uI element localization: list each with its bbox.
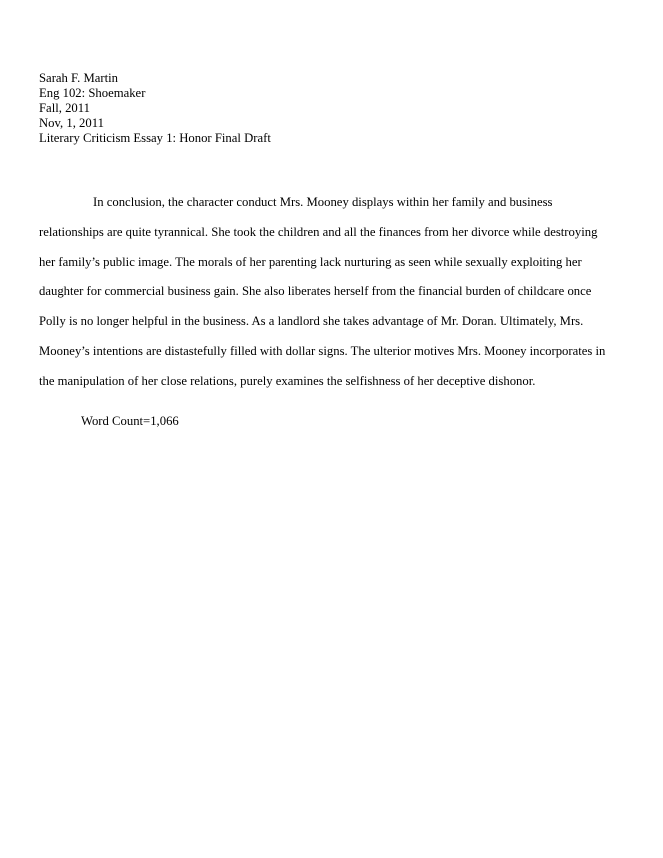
paragraph-line: Polly is no longer helpful in the business. As a landlord she takes advantage of Mr. Doran. Ultimately, Mrs. bbox=[39, 314, 584, 329]
document-header bbox=[39, 71, 271, 146]
paragraph-line: her family’s public image. The morals of her parenting lack nurturing as seen while sexually exploiting her bbox=[39, 254, 582, 269]
essay-title: Literary Criticism Essay 1: Honor Final Draft bbox=[39, 131, 271, 145]
paragraph-line: Mooney’s intentions are distastefully filled with dollar signs. The ulterior motives Mrs. Mooney incorporates in bbox=[39, 343, 606, 358]
course-name: Eng 102: Shoemaker bbox=[39, 86, 146, 100]
date: Nov, 1, 2011 bbox=[39, 116, 104, 130]
paragraph-line: daughter for commercial business gain. She also liberates herself from the financial burden of childcare once bbox=[39, 284, 592, 299]
term: Fall, 2011 bbox=[39, 101, 90, 115]
paragraph-line: the manipulation of her close relations, purely examines the selfishness of her deceptive dishonor. bbox=[39, 373, 536, 388]
word-count: Word Count=1,066 bbox=[81, 414, 179, 428]
author-name: Sarah F. Martin bbox=[39, 71, 118, 85]
paragraph-line: relationships are quite tyrannical. She took the children and all the finances from her divorce while destroying bbox=[39, 224, 598, 239]
paragraph-line: In conclusion, the character conduct Mrs. Mooney displays within her family and business bbox=[93, 195, 553, 209]
essay-paragraph bbox=[39, 188, 629, 397]
